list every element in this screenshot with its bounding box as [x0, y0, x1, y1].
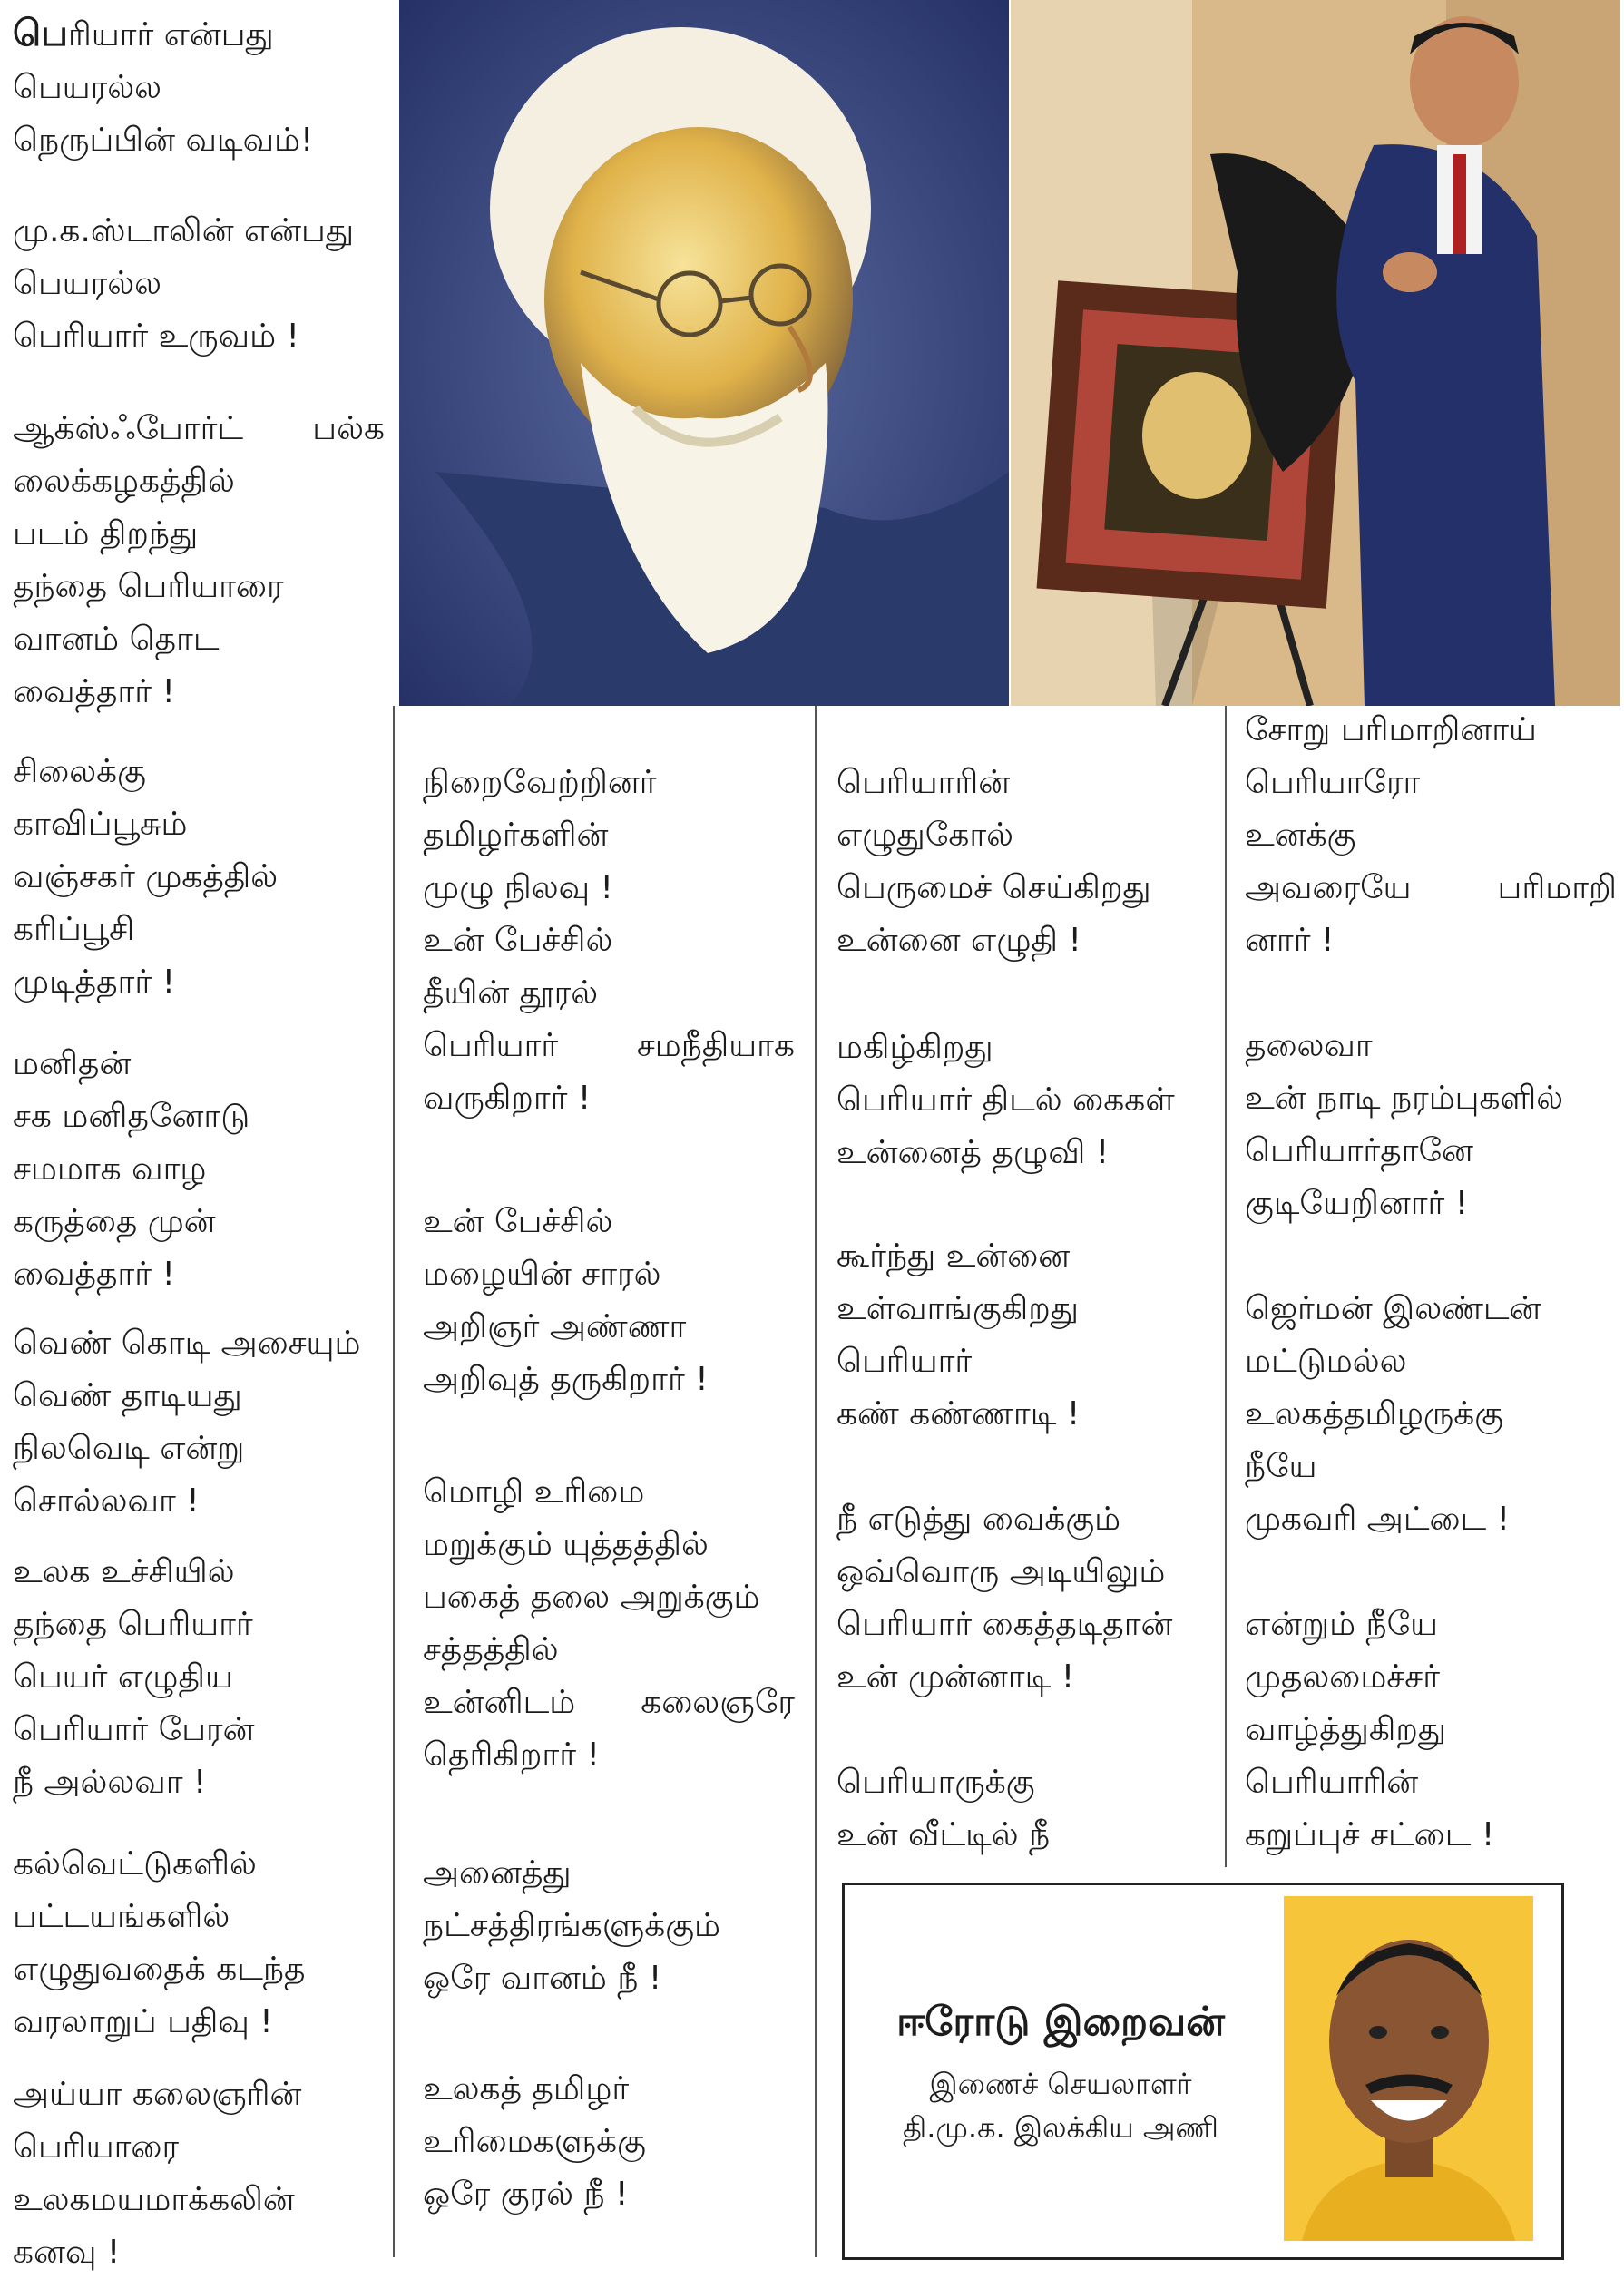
stanza [836, 757, 1151, 967]
poem-line: ஒவ்வொரு அடியிலும் [836, 1553, 1166, 1590]
poem-line: வைத்தார் ! [13, 1256, 175, 1293]
column-divider [1225, 706, 1227, 1867]
stanza [13, 205, 354, 363]
poem-line: பெயரல்ல [13, 265, 162, 302]
poem-line: மொழி உரிமை [423, 1473, 645, 1511]
poem-line: பெரியார் பேரன் [13, 1711, 255, 1748]
poem-line: மனிதன் [13, 1045, 132, 1082]
poem-line: அனைத்து [423, 1854, 572, 1892]
poem-line: முடித்தார் ! [13, 963, 176, 1001]
poem-line: பெரியாரை [13, 2128, 180, 2166]
poem-line: உலகமயமாக்கலின் [13, 2181, 295, 2218]
poem-line: கூர்ந்து உன்னை [836, 1237, 1071, 1275]
poem-line: வாழ்த்துகிறது [1245, 1711, 1447, 1748]
stanza [836, 1230, 1080, 1441]
poem-line: வஞ்சகர் முகத்தில் [13, 858, 279, 895]
poem-line: கறுப்புச் சட்டை ! [1245, 1816, 1495, 1854]
poem-line: பெரியாருக்கு [836, 1764, 1035, 1801]
poem-line: வானம் தொட [13, 621, 220, 658]
unveiling-photo [1011, 0, 1620, 706]
stanza [423, 757, 795, 1125]
poem-line: மழையின் சாரல் [423, 1256, 661, 1293]
poem-word: பரிமாறி [1497, 869, 1617, 906]
poem-line: நீ அல்லவா ! [13, 1764, 207, 1801]
poem-line: ஜெர்மன் இலண்டன் [1245, 1290, 1541, 1327]
poem-line: உன் முன்னாடி ! [836, 1658, 1075, 1696]
stanza [13, 746, 278, 1009]
author-photo [1284, 1896, 1533, 2241]
stanza [1245, 1283, 1541, 1546]
poem-line: ஒரே குரல் நீ ! [423, 2176, 629, 2213]
poem-line: உலகத் தமிழர் [423, 2070, 630, 2108]
poem-line: உன் பேச்சில் [423, 922, 613, 959]
poem-line: நட்சத்திரங்களுக்கும் [423, 1907, 721, 1944]
poem-line: எழுதுவதைக் கடந்த [13, 1951, 306, 1988]
poem-line: தலைவா [1245, 1027, 1373, 1064]
poem-line: உரிமைகளுக்கு [423, 2123, 646, 2160]
poem-line: மு.க.ஸ்டாலின் என்பது [13, 212, 355, 249]
poem-line: நீயே [1245, 1448, 1317, 1485]
poem-line: காவிப்பூசும் [13, 806, 188, 843]
poem-line: உன் பேச்சில் [423, 1203, 613, 1240]
poem-line: மகிழ்கிறது [836, 1029, 993, 1066]
stanza [423, 1466, 795, 1782]
poem-line: பெரியாரின் [836, 764, 1011, 801]
poem-line: னார் ! [1245, 922, 1335, 959]
poem-line: உனக்கு [1245, 817, 1356, 854]
poem-line: படம் திறந்து [13, 515, 199, 553]
poem-line: பெரியாரோ [1245, 764, 1421, 801]
poem-line: முதலமைச்சர் [1245, 1658, 1441, 1696]
poem-line: வெண் தாடியது [13, 1377, 242, 1414]
poem-line: வெண் கொடி அசையும் [13, 1325, 361, 1362]
stanza [836, 1022, 1175, 1179]
poem-line: பெரியாரின் [1245, 1764, 1419, 1801]
poem-line: முகவரி அட்டை ! [1245, 1501, 1511, 1538]
poem-line: உள்வாங்குகிறது [836, 1290, 1079, 1327]
stanza [1245, 1599, 1494, 1862]
poem-line: தெரிகிறார் ! [423, 1736, 600, 1774]
poem-line: பெருமைச் செய்கிறது [836, 869, 1151, 906]
poem-line: என்றும் நீயே [1245, 1606, 1438, 1643]
poem-word: உன்னிடம் [423, 1684, 576, 1721]
poem-line: நிறைவேற்றினர் [423, 764, 657, 801]
poem-line: முழு நிலவு ! [423, 869, 613, 906]
poem-line: வரலாறுப் பதிவு ! [13, 2003, 273, 2040]
poem-line-opening [13, 7, 313, 62]
stanza [423, 2063, 646, 2221]
poem-line: சொல்லவா ! [13, 1482, 200, 1520]
poem-line: பட்டயங்களில் [13, 1898, 230, 1935]
poem-line: குடியேறினார் ! [1245, 1185, 1469, 1222]
stanza [13, 1546, 255, 1809]
poem-line: ஒரே வானம் நீ ! [423, 1960, 662, 1997]
poem-line: உன்னைத் தழுவி ! [836, 1134, 1110, 1171]
author-name: ஈரோடு இறைவன் [896, 1999, 1225, 2045]
poem-line: உன்னை எழுதி ! [836, 922, 1081, 959]
poem-line: சமமாக வாழ [13, 1150, 207, 1188]
poem-line [1245, 862, 1617, 915]
column-divider [815, 706, 817, 2257]
poem-line: சத்தத்தில் [423, 1631, 559, 1668]
stanza [1245, 704, 1617, 967]
poem-line: கனவு ! [13, 2234, 121, 2271]
poem-line: தந்தை பெரியாரை [13, 568, 284, 605]
poem-line: பகைத் தலை அறுக்கும் [423, 1579, 760, 1616]
author-role: இணைச் செயலாளர் [929, 2067, 1192, 2101]
poem-line: நீ எடுத்து வைக்கும் [836, 1501, 1121, 1538]
poem-line: நெருப்பின் வடிவம்! [13, 122, 314, 159]
author-role: தி.மு.க. இலக்கிய அணி [902, 2110, 1219, 2145]
drop-word: பெ [13, 13, 68, 54]
poem-line: வருகிறார் ! [423, 1080, 592, 1117]
poem-line: மட்டுமல்ல [1245, 1343, 1407, 1380]
periyar-painting [399, 0, 1009, 706]
poem-line-rest: ரியார் என்பது [67, 16, 274, 54]
poem-line: உன் நாடி நரம்புகளில் [1245, 1080, 1564, 1117]
stanza [423, 1847, 720, 2005]
poem-line: கரிப்பூசி [13, 911, 135, 948]
poem-line: வைத்தார் ! [13, 673, 175, 710]
poem-line: பெரியார் உருவம் ! [13, 318, 299, 355]
poem-line: நிலவெடி என்று [13, 1430, 245, 1467]
stanza [13, 1038, 249, 1301]
poem-line: மறுக்கும் யுத்தத்தில் [423, 1526, 709, 1563]
column-divider [393, 706, 395, 2257]
stanza [13, 2069, 301, 2279]
poem-word: பல்க [312, 410, 385, 447]
stanza [1245, 1020, 1563, 1230]
stanza [13, 7, 313, 167]
poem-line [13, 403, 385, 455]
poem-line: கருத்தை முன் [13, 1203, 216, 1240]
poem-line: லைக்கழகத்தில் [13, 463, 235, 500]
poem-line: கண் கண்ணாடி ! [836, 1395, 1081, 1433]
poem-word: ஆக்ஸ்ஃபோர்ட் [13, 410, 244, 447]
stanza [836, 1756, 1050, 1862]
poem-word: பெரியார் [423, 1027, 559, 1064]
poem-line: சோறு பரிமாறினாய் [1245, 711, 1537, 748]
author-box [842, 1883, 1564, 2260]
stanza [13, 403, 385, 719]
poem-word: சமநீதியாக [636, 1027, 795, 1064]
poem-line: உன் வீட்டில் நீ [836, 1816, 1051, 1854]
poem-line [423, 1020, 795, 1072]
poem-line: எழுதுகோல் [836, 817, 1014, 854]
poem-line: தீயின் தூரல் [423, 974, 599, 1012]
poem-line: அறிவுத் தருகிறார் ! [423, 1361, 709, 1398]
poem-line: தமிழர்களின் [423, 817, 609, 854]
poem-line: பெரியார்தானே [1245, 1132, 1473, 1169]
poem-line: தந்தை பெரியார் [13, 1606, 253, 1643]
poem-line: பெயர் எழுதிய [13, 1658, 233, 1696]
poem-line: அய்யா கலைஞரின் [13, 2076, 302, 2113]
poem-line: பெரியார் கைத்தடிதான் [836, 1606, 1173, 1643]
poem-line: சக மனிதனோடு [13, 1098, 250, 1135]
stanza [13, 1838, 305, 2049]
poem-line: பெரியார் திடல் கைகள் [836, 1081, 1175, 1119]
stanza [423, 1196, 709, 1406]
stanza [13, 1317, 361, 1528]
poem-word: அவரையே [1245, 869, 1412, 906]
poem-word: கலைஞரே [641, 1684, 795, 1721]
poem-line: பெயரல்ல [13, 69, 162, 106]
poem-line: பெரியார் [836, 1343, 973, 1380]
poem-line: உலகத்தமிழருக்கு [1245, 1395, 1504, 1433]
poem-line: அறிஞர் அண்ணா [423, 1308, 687, 1345]
poem-line [423, 1677, 795, 1729]
poem-line: கல்வெட்டுகளில் [13, 1845, 257, 1883]
poem-line: சிலைக்கு [13, 753, 146, 790]
poem-line: உலக உச்சியில் [13, 1553, 235, 1590]
stanza [836, 1493, 1172, 1704]
